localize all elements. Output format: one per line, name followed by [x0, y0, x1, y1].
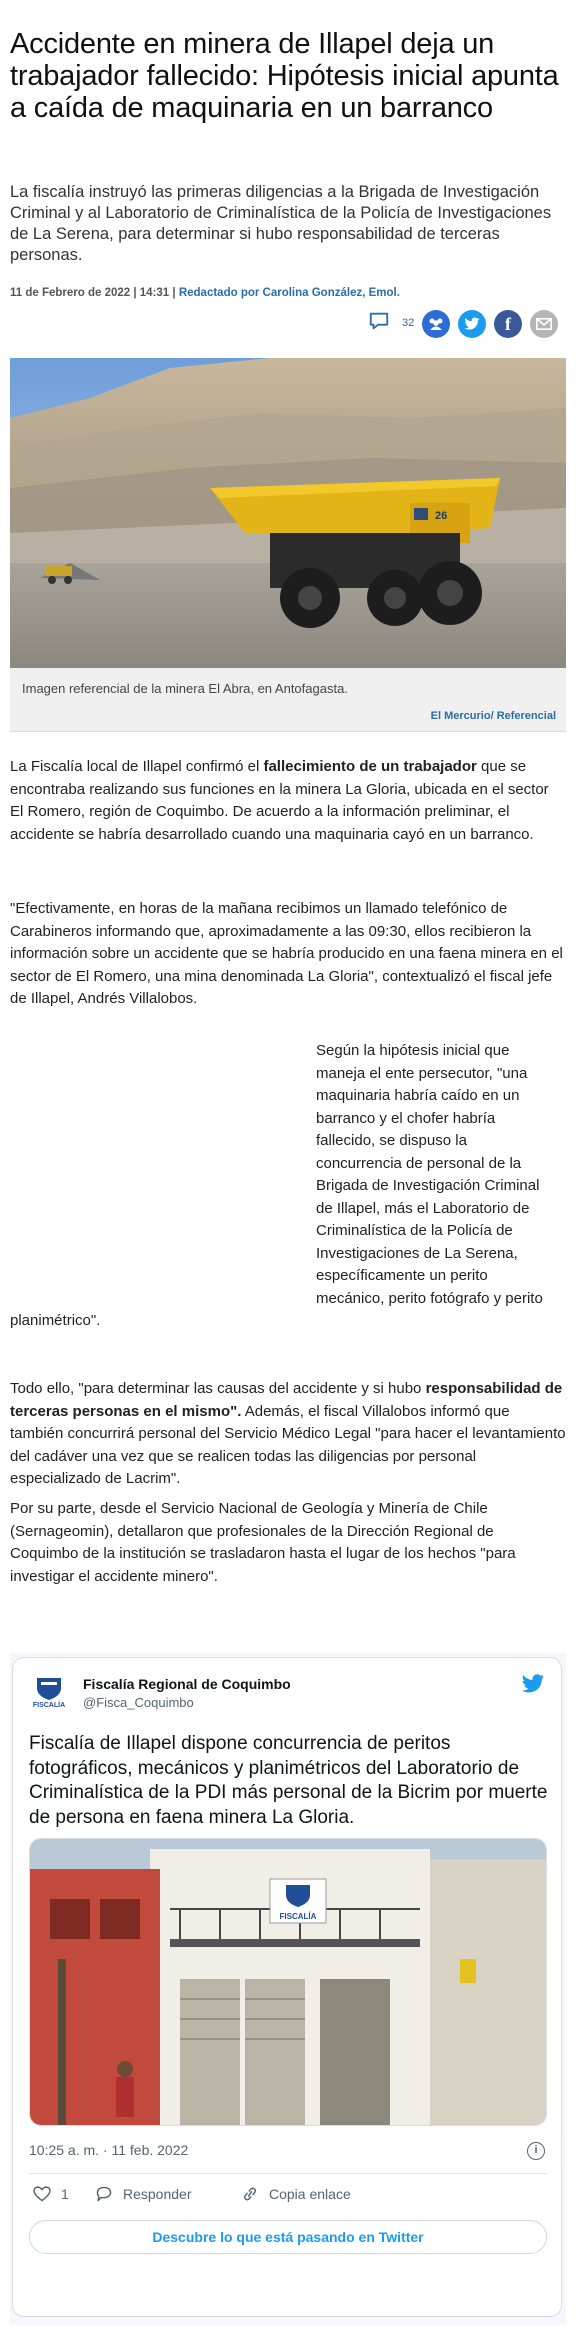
- author-link[interactable]: Redactado por Carolina González, Emol.: [178, 287, 400, 299]
- paragraph-4: Todo ello, "para determinar las causas del accidente y si hubo responsabilidad de terceras personas en el mismo". Además, el fiscal Villalobos informó que también concurrirá personal del Servicio Médico Legal "para hacer el levantamiento del cadáver una vez que se realicen todas las diligencias por personal especializado de Lacrim".: [10, 1380, 566, 1487]
- tweet-timestamp[interactable]: 10:25 a. m. · 11 feb. 2022: [29, 2142, 189, 2158]
- social-share-bar: [364, 308, 570, 338]
- embedded-tweet-container: [10, 1653, 566, 2325]
- fiscalia-avatar-logo[interactable]: [29, 1672, 69, 1712]
- reply-label: Responder: [123, 2186, 192, 2202]
- publish-date: 11 de Febrero de 2022 | 14:31 |: [10, 287, 176, 299]
- svg-text:FISCALÍA: FISCALÍA: [279, 1912, 317, 1921]
- image-caption-box: [10, 668, 566, 732]
- link-icon: [241, 2186, 259, 2202]
- svg-text:FISCALÍA: FISCALÍA: [32, 1702, 66, 1709]
- info-icon[interactable]: i: [527, 2142, 545, 2160]
- mining-truck-photo: [10, 358, 566, 668]
- paragraph-5: Por su parte, desde el Servicio Nacional de Geología y Minería de Chile (Sernageomin), detallaron que profesionales de la Dirección Regional de Coquimbo de la institución se trasladaron hasta el lugar de los hechos "para investigar el accidente minero".: [10, 1500, 516, 1585]
- embedded-tweet[interactable]: [12, 1657, 562, 2317]
- tweet-author-name[interactable]: Fiscalía Regional de Coquimbo: [83, 1676, 291, 1692]
- group-icon[interactable]: [422, 310, 450, 338]
- twitter-bird-icon[interactable]: [521, 1674, 545, 1694]
- tweet-photo[interactable]: [29, 1838, 547, 2126]
- like-count: 1: [61, 2186, 69, 2202]
- byline: [10, 287, 400, 299]
- article-lead: La fiscalía instruyó las primeras diligencias a la Brigada de Investigación Criminal y al Laboratorio de Criminalística de la Policía de Investigaciones de La Serena, para determinar si hubo responsabilidad de terceras personas.: [10, 183, 552, 264]
- twitter-cta-button[interactable]: Descubre lo que está pasando en Twitter: [29, 2220, 547, 2254]
- paragraph-3-column: Según la hipótesis inicial que maneja el ente persecutor, "una maquinaria habría caído en un barranco y el chofer habría fallecido, se dispuso la concurrencia de personal de la Brigada de Investigación Criminal de Illapel, más el Laboratorio de Criminalística de la Policía de Investigaciones de La Serena, específicamente un perito mecánico, perito fotógrafo y perito: [316, 1042, 543, 1307]
- image-caption: Imagen referencial de la minera El Abra, en Antofagasta.: [22, 681, 348, 696]
- email-icon[interactable]: [530, 310, 558, 338]
- tweet-actions: [29, 2186, 547, 2210]
- comment-count[interactable]: 32: [402, 317, 415, 329]
- twitter-icon[interactable]: [458, 310, 486, 338]
- hero-image: [10, 358, 566, 668]
- truck-number: 26: [435, 510, 448, 522]
- comment-icon[interactable]: [368, 310, 390, 332]
- tweet-text: Fiscalía de Illapel dispone concurrencia de peritos fotográficos, mecánicos y planimétricos del Laboratorio de Criminalística de la PDI más personal de la Bicrim por muerte de persona en faena minera La Gloria.: [29, 1733, 548, 1828]
- tweet-author-handle[interactable]: @Fisca_Coquimbo: [83, 1695, 194, 1710]
- reply-icon: [95, 2186, 113, 2202]
- fiscalia-building-photo: [30, 1839, 547, 2126]
- copy-link-action[interactable]: [241, 2186, 351, 2202]
- facebook-icon[interactable]: f: [494, 310, 522, 338]
- tweet-divider: [29, 2173, 547, 2174]
- heart-icon: [33, 2186, 51, 2202]
- reply-action[interactable]: [95, 2186, 192, 2202]
- paragraph-3-end: planimétrico".: [10, 1312, 101, 1329]
- article-headline: Accidente en minera de Illapel deja un trabajador fallecido: Hipótesis inicial apunta a caída de maquinaria en un barranco: [10, 28, 559, 124]
- copy-link-label: Copia enlace: [269, 2186, 351, 2202]
- like-action[interactable]: [33, 2186, 69, 2202]
- paragraph-2: "Efectivamente, en horas de la mañana recibimos un llamado telefónico de Carabineros informando que, aproximadamente a las 09:30, ellos recibieron la información sobre un accidente que se habría producido en una faena minera en el sector de El Romero, una mina denominada La Gloria", contextualizó el fiscal jefe de Illapel, Andrés Villalobos.: [10, 900, 563, 1007]
- paragraph-1: La Fiscalía local de Illapel confirmó el fallecimiento de un trabajador que se encontraba realizando sus funciones en la minera La Gloria, ubicada en el sector El Romero, región de Coquimbo. De acuerdo a la información preliminar, el accidente se habría desarrollado cuando una maquinaria cayó en un barranco.: [10, 758, 549, 843]
- image-credit: El Mercurio/ Referencial: [430, 710, 556, 722]
